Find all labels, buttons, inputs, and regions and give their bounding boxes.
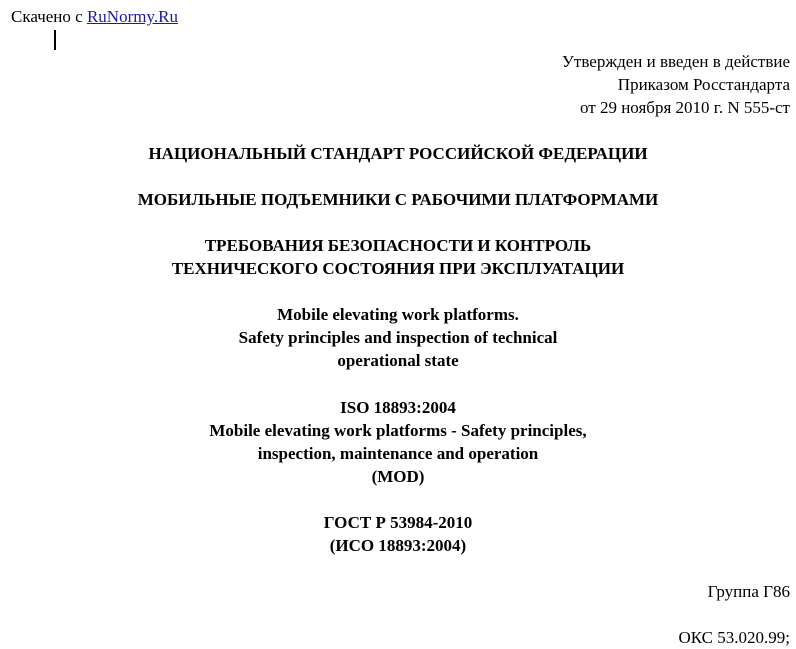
approval-line: Приказом Росстандарта <box>617 75 790 94</box>
approval-line: от 29 ноября 2010 г. N 555-ст <box>580 98 790 117</box>
iso-line: ISO 18893:2004 <box>340 398 456 417</box>
iso-line: Mobile elevating work platforms - Safety principles, <box>209 421 587 440</box>
download-source-prefix: Скачено с <box>11 7 87 26</box>
iso-line: (MOD) <box>371 467 425 486</box>
runormy-link[interactable]: RuNormy.Ru <box>86 7 178 26</box>
iso-line: inspection, maintenance and operation <box>257 444 539 463</box>
text-cursor <box>54 30 56 50</box>
group-code: Группа Г86 <box>707 582 790 601</box>
standard-type-heading <box>0 142 796 165</box>
download-source-line <box>11 5 178 28</box>
gost-line: ГОСТ Р 53984-2010 <box>323 513 473 532</box>
title-ru-main-text: МОБИЛЬНЫЕ ПОДЪЕМНИКИ С РАБОЧИМИ ПЛАТФОРМАМИ <box>137 190 659 209</box>
iso-block <box>0 396 796 488</box>
approval-line: Утвержден и введен в действие <box>561 52 790 71</box>
title-en <box>0 303 796 372</box>
approval-block <box>562 50 790 119</box>
title-ru-sub-line: ТРЕБОВАНИЯ БЕЗОПАСНОСТИ И КОНТРОЛЬ <box>204 236 592 255</box>
title-en-line: Safety principles and inspection of technical <box>238 328 558 347</box>
oks-code: ОКС 53.020.99; <box>678 628 790 647</box>
title-ru-sub-line: ТЕХНИЧЕСКОГО СОСТОЯНИЯ ПРИ ЭКСПЛУАТАЦИИ <box>171 259 625 278</box>
gost-line: (ИСО 18893:2004) <box>329 536 467 555</box>
gost-block <box>0 511 796 557</box>
title-ru-sub <box>0 234 796 280</box>
standard-type-text: НАЦИОНАЛЬНЫЙ СТАНДАРТ РОССИЙСКОЙ ФЕДЕРАЦИИ <box>148 144 648 163</box>
title-en-line: operational state <box>337 351 459 370</box>
title-en-line: Mobile elevating work platforms. <box>277 305 519 324</box>
title-ru-main <box>0 188 796 211</box>
